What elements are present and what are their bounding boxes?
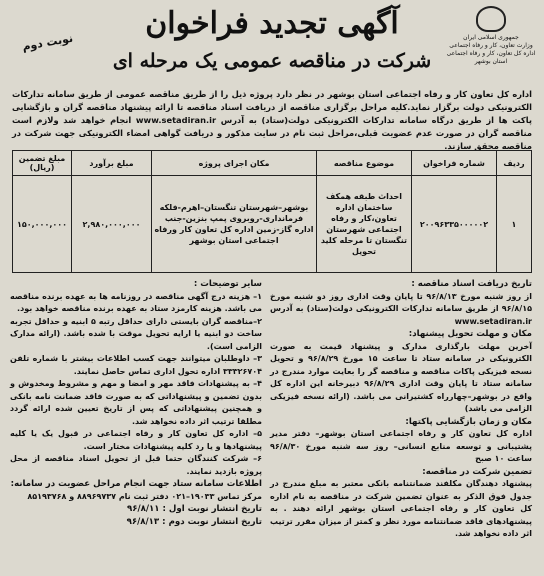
ad-subtitle: شرکت در مناقصه عمومی یک مرحله ای [112,50,432,72]
table-header-row [13,151,532,176]
note-item: ۳– داوطلبان میتوانند جهت کسب اطلاعات بیشتر با شماره تلفن ۳۳۳۲۶۷۰۴ اداره تحول اداری تماس حاصل نمایند. [10,354,262,376]
note-item: ۴– به پیشنهادات فاقد مهر و امضا و مهم و مشروط ومخدوش و بدون تضمین و پیشنهاداتی که به صورت فاقد ضمانت نامه بانکی و همچنین پیشنهاداتی که پس از تاریخ تعیین شده ارائه گردد مطلقا ترتیب اثر داده نخواهد شد. [10,379,262,426]
col-location: مکان اجرای پروژه [152,151,317,176]
section-text-delivery: آخرین مهلت بارگذاری مدارک و پیشنهاد قیمت به صورت الکترونیکی در سامانه ستاد تا ساعت ۱۵ مورخ ۹۶/۸/۲۹ و تحویل نسخه فیزیکی پاکات مناقصه و مناقصه گر را بعایت موارد مندرج در سامانه ستاد تا پایان وقت اداری ۹۶/۸/۲۹ دبیرخانه این اداره کل واقع در بوشهر–چهارراه کشتیرانی می باشد. (ارائه نسخه فیزیکی الزامی می باشد) [270,341,532,413]
col-call-number: شماره فراخوان [412,151,497,176]
cell-index: ۱ [497,176,532,273]
section-text-opening: اداره کل تعاون کار و رفاه اجتماعی استان بوشهر– دفتر مدیر پشتیبانی و توسعه منابع انسانی– روز سه شنبه مورخ ۹۶/۸/۳۰ ساعت ۱۰ صبح [270,429,532,463]
details-left-column [10,278,262,528]
section-head-guarantee: تضمین شرکت در مناقصه: [422,466,532,477]
intro-paragraph: اداره کل تعاون کار و رفاه اجتماعی استان بوشهر در نظر دارد پروژه ذیل را از طریق مناقصه عمومی از طریق سامانه تدارکات الکترونیکی دولت برگزار نماید.کلیه مراحل برگزاری مناقصه از دریافت اسناد مناقصه تا ارائه پیشنهاد مناقصه گران و بازگشایی پاکت ها از طریق درگاه سامانه تدارکات الکترونیکی دولت(ستاد) به آدرس www.setadiran.ir انجام خواهد شد ولازم است مناقصه گران در صورت عدم عضویت قبلی،مراحل ثبت نام در سایت مذکور و دریافت گواهی امضاء الکترونیکی جهت شرکت در مناقصه محقق سازند. [12,89,532,151]
notes-head: سایر توضیحات : [193,279,262,289]
note-item: ۱– هزینه درج آگهی مناقصه در روزنامه ها به عهده برنده مناقصه می باشد. هزینه کارمزد ستاد به عهده برنده مناقصه خواهد بود. [10,291,262,313]
contact-head: اطلاعات سامانه ستاد جهت انجام مراحل عضویت در سامانه: [10,479,262,489]
table-row [13,176,532,273]
emblem-line-2: وزارت تعاون، کار و رفاه اجتماعی [449,42,533,49]
col-guarantee: مبلغ تضمین (ریال) [13,151,72,176]
section-text-docs: از روز شنبه مورخ ۹۶/۸/۱۳ تا پایان وقت اداری روز دو شنبه مورخ ۹۶/۸/۱۵ از طریق سامانه تدارکات الکترونیکی دولت(ستاد) به آدرس www.setadiran.ir [270,291,532,326]
tender-table [12,150,532,273]
note-item: ۵– اداره کل تعاون کار و رفاه اجتماعی در قبول یک یا کلیه پیشنهادها و یا رد کلیه پیشنهادات مختار است. [10,429,262,451]
section-head-delivery: مکان و مهلت تحویل پیشنهاد: [408,329,532,339]
cell-estimate: ۲,۹۸۰,۰۰۰,۰۰۰ [72,176,152,273]
emblem-line-3: اداره کل تعاون، کار و رفاه اجتماعی استان بوشهر [446,50,536,65]
cell-subject: احداث طبقه همکف ساختمان اداره تعاون،کار و رفاه اجتماعی شهرستان تنگستان تا مرحله کلید تحویل [317,176,412,273]
note-item: ۶– شرکت کنندگان حتما قبل از تحویل اسناد مناقصه از محل پروژه بازدید نمایند. [10,454,262,476]
contact-text: مرکز تماس ۱۹۰۳۳–۰۲۱ دفتر ثبت نام ۸۸۹۶۹۷۳۷ و ۸۵۱۹۳۷۶۸ [27,491,262,501]
ad-title: آگهی تجدید فراخوان [145,6,399,41]
emblem-line-1: جمهوری اسلامی ایران [463,34,519,41]
note-item: ۲–مناقصه گران بایستی دارای حداقل رتبه ۵ ابنیه و حداقل تجربه ساخت دو ابنیه یا ارایه تحویل موقت با شده باشد. (ارائه مدارک الزامی است). [10,316,262,351]
col-estimate: مبلغ برآورد [72,151,152,176]
details-right-column [270,278,532,541]
publish-date-second: تاریخ انتشار نوبت دوم : ۹۶/۸/۱۳ [126,516,262,527]
section-head-docs: تاریخ دریافت اسناد مناقصه : [411,279,532,289]
cell-call-number: ۲۰۰۹۶۳۳۵۰۰۰۰۰۲ [412,176,497,273]
cell-guarantee: ۱۵۰,۰۰۰,۰۰۰ [13,176,72,273]
cell-location: بوشهر–شهرستان تنگستان–اهرم-فلکه فرمانداری-روبروی پمپ بنزین-جنب اداره گاز-زمین اداره کل تعاون کار ورفاه اجتماعی استان بوشهر [152,176,317,273]
publish-date-first: تاریخ انتشار نوبت اول : ۹۶/۸/۱۱ [126,504,262,514]
col-subject: موضوع مناقصه [317,151,412,176]
section-head-opening: مکان و زمان بازگشایی پاکتها: [405,416,532,427]
section-text-guarantee: پیشنهاد دهندگان مکلفند ضمانتنامه بانکی معتبر به مبلغ مندرج در جدول فوق الذکر به عنوان تضمین شرکت در مناقصه به نام اداره کل تعاون کار و رفاه اجتماعی استان بوشهر ارائه دهند . به پیشنهادهای فاقد ضمانتنامه مورد نظر و کمتر از میزان مقرر ترتیب اثر داده نخواهد شد. [270,479,532,538]
col-index: ردیف [497,151,532,176]
round-stamp: نوبت دوم [21,31,74,54]
